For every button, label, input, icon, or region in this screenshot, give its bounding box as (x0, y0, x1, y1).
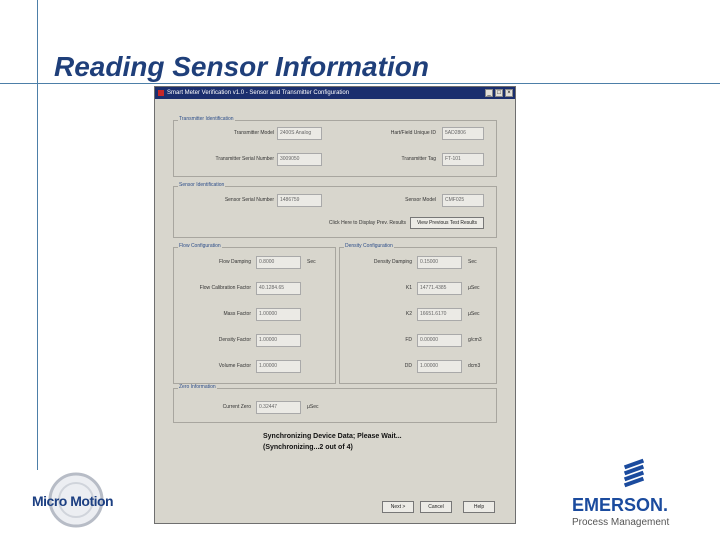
k1-unit: µSec (468, 285, 480, 291)
flow-configuration-group (173, 243, 336, 384)
flow-damping-label: Flow Damping (219, 259, 251, 265)
k2-field[interactable]: 16651.6170 (417, 308, 462, 321)
sensor-serial-label: Sensor Serial Number (224, 197, 274, 203)
help-button[interactable]: Help (463, 501, 495, 513)
flow-damping-unit: Sec (307, 259, 316, 265)
sync-status-line2: (Synchronizing...2 out of 4) (263, 444, 353, 451)
current-zero-unit: µSec (307, 404, 319, 410)
cancel-button[interactable]: Cancel (420, 501, 452, 513)
group-legend: Flow Configuration (179, 243, 221, 249)
transmitter-model-label: Transmitter Model (233, 130, 274, 136)
transmitter-serial-label: Transmitter Serial Number (215, 156, 274, 162)
close-button[interactable]: × (505, 89, 513, 97)
dd-field[interactable]: 1.00000 (417, 360, 462, 373)
dd-unit: dcm3 (468, 363, 481, 369)
k2-unit: µSec (468, 311, 480, 317)
flow-damping-field[interactable]: 0.8000 (256, 256, 301, 269)
view-previous-results-button[interactable]: View Previous Test Results (410, 217, 484, 229)
density-factor-label: Density Factor (218, 337, 251, 343)
mass-factor-label: Mass Factor (223, 311, 251, 317)
fd-field[interactable]: 0.00000 (417, 334, 462, 347)
window-titlebar (155, 87, 515, 99)
slide-horizontal-rule (0, 83, 720, 84)
transmitter-model-field[interactable]: 2400S Analog (277, 127, 322, 140)
unique-id-label: Hart/Field Unique ID (390, 130, 436, 136)
density-factor-field[interactable]: 1.00000 (256, 334, 301, 347)
configuration-window (154, 86, 516, 524)
sensor-serial-field[interactable]: 1486759 (277, 194, 322, 207)
flow-cal-factor-field[interactable]: 40.1284.65 (256, 282, 301, 295)
sensor-model-label: Sensor Model (405, 197, 436, 203)
minimize-button[interactable]: _ (485, 89, 493, 97)
emerson-logo (568, 458, 700, 530)
k2-label: K2 (405, 311, 412, 317)
micro-motion-logo (30, 472, 140, 528)
zero-information-group (173, 384, 497, 423)
group-legend: Transmitter Identification (179, 116, 234, 122)
emerson-wordmark: EMERSON. (572, 495, 669, 515)
unique-id-field[interactable]: 5AD2806 (442, 127, 484, 140)
current-zero-label: Current Zero (222, 404, 251, 410)
maximize-button[interactable]: □ (495, 89, 503, 97)
flow-cal-factor-label: Flow Calibration Factor (199, 285, 251, 291)
mass-factor-field[interactable]: 1.00000 (256, 308, 301, 321)
slide-vertical-rule (37, 0, 38, 470)
volume-factor-field[interactable]: 1.00000 (256, 360, 301, 373)
window-title: Smart Meter Verification v1.0 - Sensor and Transmitter Configuration (167, 90, 350, 96)
density-configuration-group (339, 243, 497, 384)
process-management-text: Process Management (572, 517, 670, 528)
transmitter-tag-label: Transmitter Tag (401, 156, 436, 162)
emerson-mark-icon (624, 459, 644, 488)
k1-field[interactable]: 14771.4385 (417, 282, 462, 295)
current-zero-field[interactable]: 0.32447 (256, 401, 301, 414)
next-button[interactable]: Next > (382, 501, 414, 513)
transmitter-tag-field[interactable]: FT-101 (442, 153, 484, 166)
transmitter-identification-group (173, 116, 497, 177)
transmitter-serial-field[interactable]: 3009050 (277, 153, 322, 166)
app-icon (158, 90, 164, 96)
sync-status (263, 431, 402, 453)
sensor-identification-group (173, 182, 497, 238)
density-damping-field[interactable]: 0.15000 (417, 256, 462, 269)
micro-motion-logo-text: Micro Motion (32, 493, 114, 509)
slide-title: Reading Sensor Information (54, 51, 429, 82)
density-damping-label: Density Damping (373, 259, 412, 265)
density-damping-unit: Sec (468, 259, 477, 265)
previous-results-label: Click Here to Display Prev. Results (328, 220, 406, 226)
dd-label: DD (404, 363, 412, 369)
sync-status-line1: Synchronizing Device Data; Please Wait... (263, 433, 402, 440)
k1-label: K1 (405, 285, 412, 291)
volume-factor-label: Volume Factor (218, 363, 251, 369)
fd-unit: g/cm3 (468, 337, 482, 343)
group-legend: Density Configuration (345, 243, 393, 249)
fd-label: FD (405, 337, 412, 343)
group-legend: Zero Information (179, 384, 216, 390)
sensor-model-field[interactable]: CMF025 (442, 194, 484, 207)
group-legend: Sensor Identification (179, 182, 225, 188)
